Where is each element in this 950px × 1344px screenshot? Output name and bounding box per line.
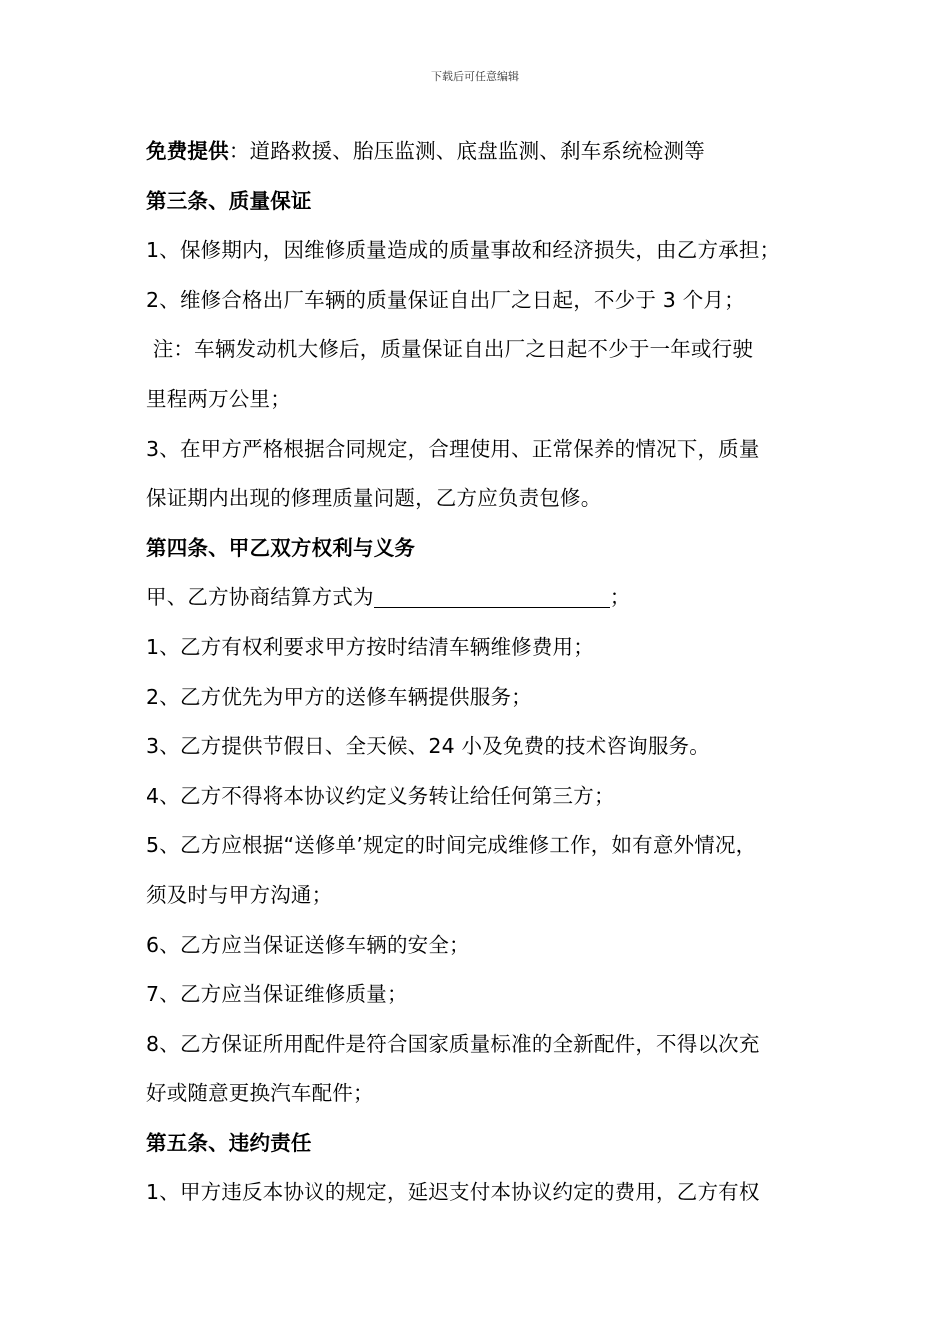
paragraph-line: 2、乙方优先为甲方的送修车辆提供服务； <box>146 684 532 709</box>
paragraph-line: 保证期内出现的修理质量问题，乙方应负责包修。 <box>146 486 602 511</box>
free-services-text: ：道路救援、胎压监测、底盘监测、刹车系统检测等 <box>228 139 705 163</box>
paragraph-line: 3、乙方提供节假日、全天候、24 小及免费的技术咨询服务。 <box>146 734 710 759</box>
paragraph-line: 6、乙方应当保证送修车辆的安全； <box>146 932 470 957</box>
settlement-method-blank[interactable] <box>374 583 610 608</box>
paragraph-line: 里程两万公里； <box>146 386 291 411</box>
paragraph-free-services <box>146 132 816 182</box>
settlement-method-label: 甲、乙方协商结算方式为 <box>146 585 374 610</box>
paragraph-line: 好或随意更换汽车配件； <box>146 1081 374 1106</box>
free-services-label: 免费提供 <box>146 139 229 163</box>
section-heading-rights-obligations: 第四条、甲乙双方权利与义务 <box>146 535 416 560</box>
paragraph-line: 5、乙方应根据“送修单’规定的时间完成维修工作，如有意外情况， <box>146 833 757 858</box>
paragraph-line: 须及时与甲方沟通； <box>146 882 333 907</box>
paragraph-line: 1、保修期内，因维修质量造成的质量事故和经济损失，由乙方承担； <box>146 238 781 263</box>
paragraph-line: 2、维修合格出厂车辆的质量保证自出厂之日起，不少于 3 个月； <box>146 287 745 312</box>
paragraph-line: 1、甲方违反本协议的规定，延迟支付本协议约定的费用，乙方有权 <box>146 1180 760 1205</box>
paragraph-line: 1、乙方有权利要求甲方按时结清车辆维修费用； <box>146 634 594 659</box>
paragraph-line: 8、乙方保证所用配件是符合国家质量标准的全新配件，不得以次充 <box>146 1031 760 1056</box>
settlement-method-suffix: ； <box>609 585 631 610</box>
page-header: 下载后可任意编辑 <box>431 70 519 83</box>
document-body <box>146 132 816 1223</box>
paragraph-line: 3、在甲方严格根据合同规定，合理使用、正常保养的情况下，质量 <box>146 436 760 461</box>
section-heading-quality-guarantee: 第三条、质量保证 <box>146 188 312 213</box>
paragraph-note-line: 注：车辆发动机大修后，质量保证自出厂之日起不少于一年或行驶 <box>146 337 754 362</box>
paragraph-line: 7、乙方应当保证维修质量； <box>146 982 408 1007</box>
section-heading-breach-liability: 第五条、违约责任 <box>146 1130 312 1155</box>
paragraph-settlement-method <box>146 578 816 628</box>
paragraph-line: 4、乙方不得将本协议约定义务转让给任何第三方； <box>146 783 615 808</box>
